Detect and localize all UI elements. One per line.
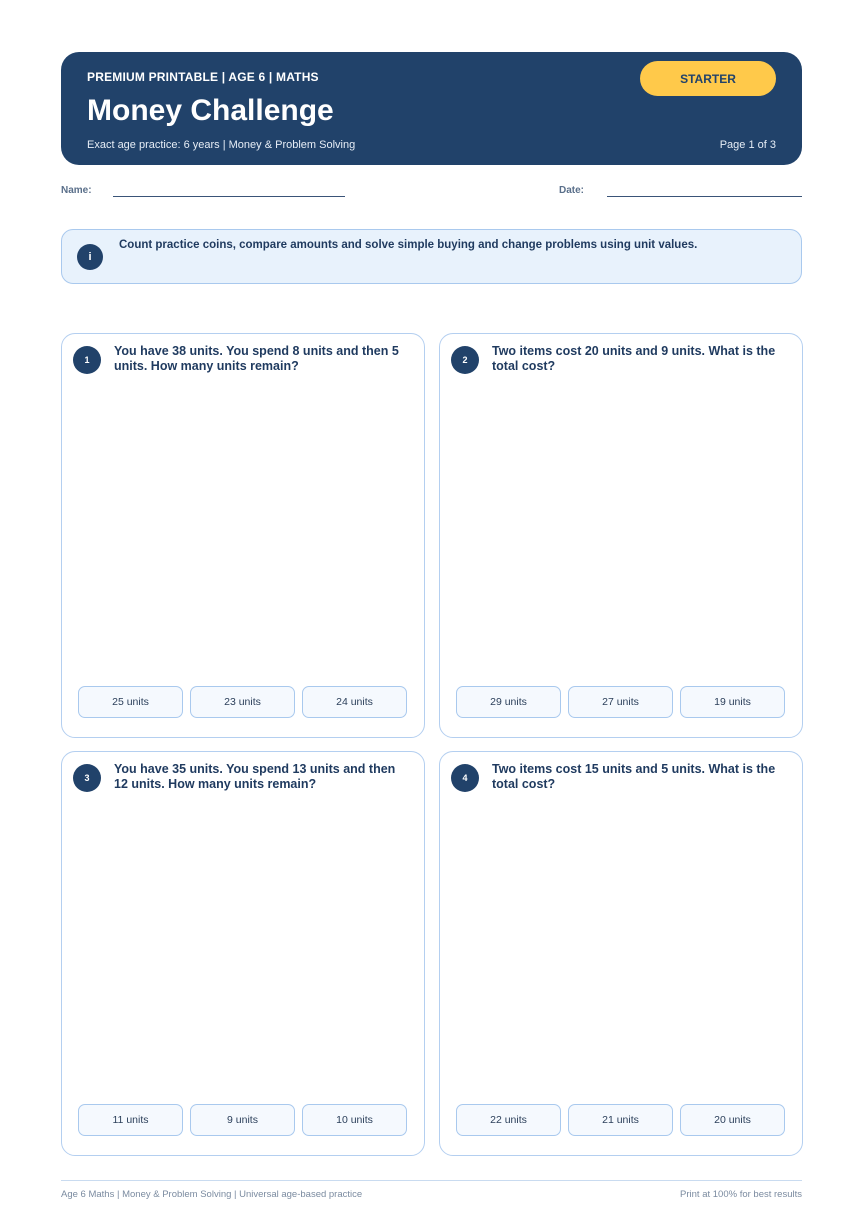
question-text: Two items cost 20 units and 9 units. What is the total cost? xyxy=(492,344,776,373)
question-card-2 xyxy=(439,333,803,738)
page-title: Money Challenge xyxy=(87,94,334,127)
date-field[interactable] xyxy=(607,196,802,197)
instructions-text: Count practice coins, compare amounts and solve simple buying and change problems using unit values. xyxy=(119,239,698,251)
question-number-badge: 4 xyxy=(451,764,479,792)
footer-print-note: Print at 100% for best results xyxy=(680,1189,802,1200)
question-card-3 xyxy=(61,751,425,1156)
footer-divider xyxy=(61,1180,802,1181)
question-text: You have 38 units. You spend 8 units and then 5 units. How many units remain? xyxy=(114,344,399,373)
name-label: Name: xyxy=(61,185,92,196)
answer-option[interactable]: 27 units xyxy=(568,686,673,718)
level-badge: STARTER xyxy=(640,61,776,96)
worksheet-header xyxy=(61,52,802,165)
answer-option[interactable]: 24 units xyxy=(302,686,407,718)
header-kicker: PREMIUM PRINTABLE | AGE 6 | MATHS xyxy=(87,70,319,84)
date-label: Date: xyxy=(559,185,585,196)
answer-option[interactable]: 25 units xyxy=(78,686,183,718)
question-number-badge: 1 xyxy=(73,346,101,374)
question-card-1 xyxy=(61,333,425,738)
answer-option[interactable]: 11 units xyxy=(78,1104,183,1136)
answer-option[interactable]: 10 units xyxy=(302,1104,407,1136)
answer-options xyxy=(456,1104,785,1136)
answer-option[interactable]: 19 units xyxy=(680,686,785,718)
answer-option[interactable]: 9 units xyxy=(190,1104,295,1136)
question-card-4 xyxy=(439,751,803,1156)
answer-option[interactable]: 22 units xyxy=(456,1104,561,1136)
answer-options xyxy=(78,1104,407,1136)
page-indicator: Page 1 of 3 xyxy=(719,139,776,151)
header-subtitle: Exact age practice: 6 years | Money & Problem Solving xyxy=(87,139,356,151)
footer-description: Age 6 Maths | Money & Problem Solving | Universal age-based practice xyxy=(61,1189,363,1200)
question-text: Two items cost 15 units and 5 units. What is the total cost? xyxy=(492,762,776,791)
question-number-badge: 3 xyxy=(73,764,101,792)
instructions-panel xyxy=(61,229,802,284)
answer-option[interactable]: 21 units xyxy=(568,1104,673,1136)
answer-options xyxy=(456,686,785,718)
answer-options xyxy=(78,686,407,718)
answer-option[interactable]: 29 units xyxy=(456,686,561,718)
question-number-badge: 2 xyxy=(451,346,479,374)
answer-option[interactable]: 20 units xyxy=(680,1104,785,1136)
answer-option[interactable]: 23 units xyxy=(190,686,295,718)
name-field[interactable] xyxy=(113,196,345,197)
question-text: You have 35 units. You spend 13 units and then 12 units. How many units remain? xyxy=(114,762,396,791)
info-icon: i xyxy=(77,244,103,270)
